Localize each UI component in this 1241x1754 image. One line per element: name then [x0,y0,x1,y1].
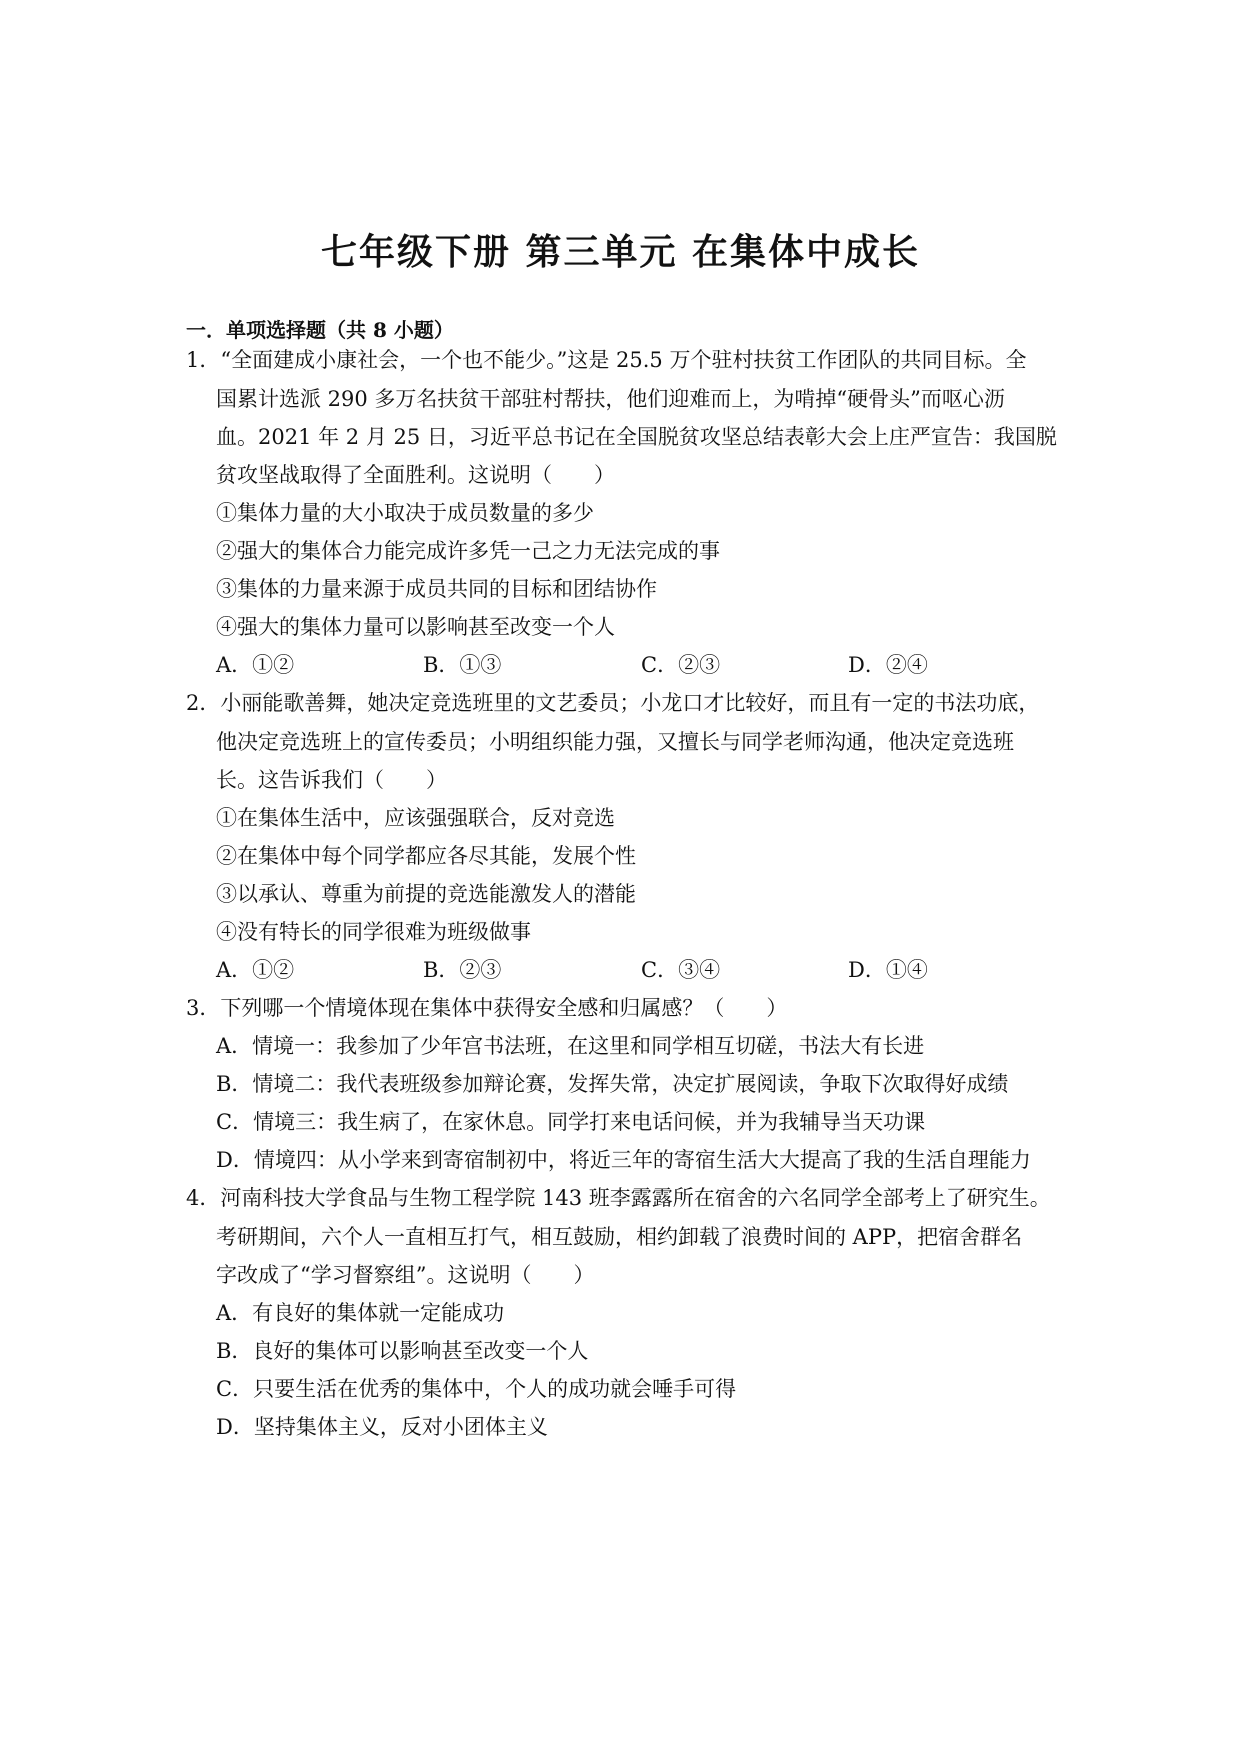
question-1-option-a[interactable]: A．①② [216,653,295,677]
question-4-option-c[interactable]: C．只要生活在优秀的集体中，个人的成功就会唾手可得 [216,1377,737,1401]
question-1-line: 1．“全面建成小康社会，一个也不能少。”这是 25.5 万个驻村扶贫工作团队的共同目标。全 [186,348,1027,372]
question-2-option-b[interactable]: B．②③ [423,958,502,982]
question-1-item: ③集体的力量来源于成员共同的目标和团结协作 [216,577,657,601]
question-1-item: ①集体力量的大小取决于成员数量的多少 [216,501,594,525]
question-1-item: ④强大的集体力量可以影响甚至改变一个人 [216,615,615,639]
question-3-option-b[interactable]: B．情境二：我代表班级参加辩论赛，发挥失常，决定扩展阅读，争取下次取得好成绩 [216,1072,1009,1096]
section-heading: 一．单项选择题（共 8 小题） [186,318,454,342]
question-2-item: ②在集体中每个同学都应各尽其能，发展个性 [216,844,636,868]
question-2-item: ③以承认、尊重为前提的竞选能激发人的潜能 [216,882,636,906]
question-4-option-d[interactable]: D．坚持集体主义，反对小团体主义 [216,1415,548,1439]
question-2-option-c[interactable]: C．③④ [641,958,721,982]
question-1-option-d[interactable]: D．②④ [848,653,928,677]
question-4-option-a[interactable]: A．有良好的集体就一定能成功 [216,1301,505,1325]
question-2-line: 他决定竞选班上的宣传委员；小明组织能力强，又擅长与同学老师沟通，他决定竞选班 [216,730,1014,754]
question-4-option-b[interactable]: B．良好的集体可以影响甚至改变一个人 [216,1339,589,1363]
question-1-option-c[interactable]: C．②③ [641,653,721,677]
question-2-line: 2．小丽能歌善舞，她决定竞选班里的文艺委员；小龙口才比较好，而且有一定的书法功底， [186,691,1040,715]
question-3-option-a[interactable]: A．情境一：我参加了少年宫书法班，在这里和同学相互切磋，书法大有长进 [216,1034,925,1058]
question-4-line: 字改成了“学习督察组”。这说明（ ） [216,1263,595,1287]
question-1-line: 贫攻坚战取得了全面胜利。这说明（ ） [216,463,615,487]
question-3-option-d[interactable]: D．情境四：从小学来到寄宿制初中，将近三年的寄宿生活大大提高了我的生活自理能力 [216,1148,1031,1172]
question-2-option-d[interactable]: D．①④ [848,958,928,982]
question-3-option-c[interactable]: C．情境三：我生病了，在家休息。同学打来电话问候，并为我辅导当天功课 [216,1110,926,1134]
question-1-option-b[interactable]: B．①③ [423,653,502,677]
question-1-item: ②强大的集体合力能完成许多凭一己之力无法完成的事 [216,539,720,563]
question-2-option-a[interactable]: A．①② [216,958,295,982]
question-4-line: 考研期间，六个人一直相互打气，相互鼓励，相约卸载了浪费时间的 APP，把宿舍群名 [216,1225,1023,1249]
question-1-line: 血。2021 年 2 月 25 日，习近平总书记在全国脱贫攻坚总结表彰大会上庄严宣告：我国脱 [216,425,1057,449]
page-title: 七年级下册 第三单元 在集体中成长 [320,231,921,273]
question-2-item: ④没有特长的同学很难为班级做事 [216,920,531,944]
question-3-line: 3．下列哪一个情境体现在集体中获得安全感和归属感？（ ） [186,996,788,1020]
question-1-line: 国累计选派 290 多万名扶贫干部驻村帮扶，他们迎难而上，为啃掉“硬骨头”而呕心沥 [216,387,1005,411]
question-2-item: ①在集体生活中，应该强强联合，反对竞选 [216,806,615,830]
question-4-line: 4．河南科技大学食品与生物工程学院 143 班李露露所在宿舍的六名同学全部考上了研究生。 [186,1186,1051,1210]
question-2-line: 长。这告诉我们（ ） [216,768,447,792]
